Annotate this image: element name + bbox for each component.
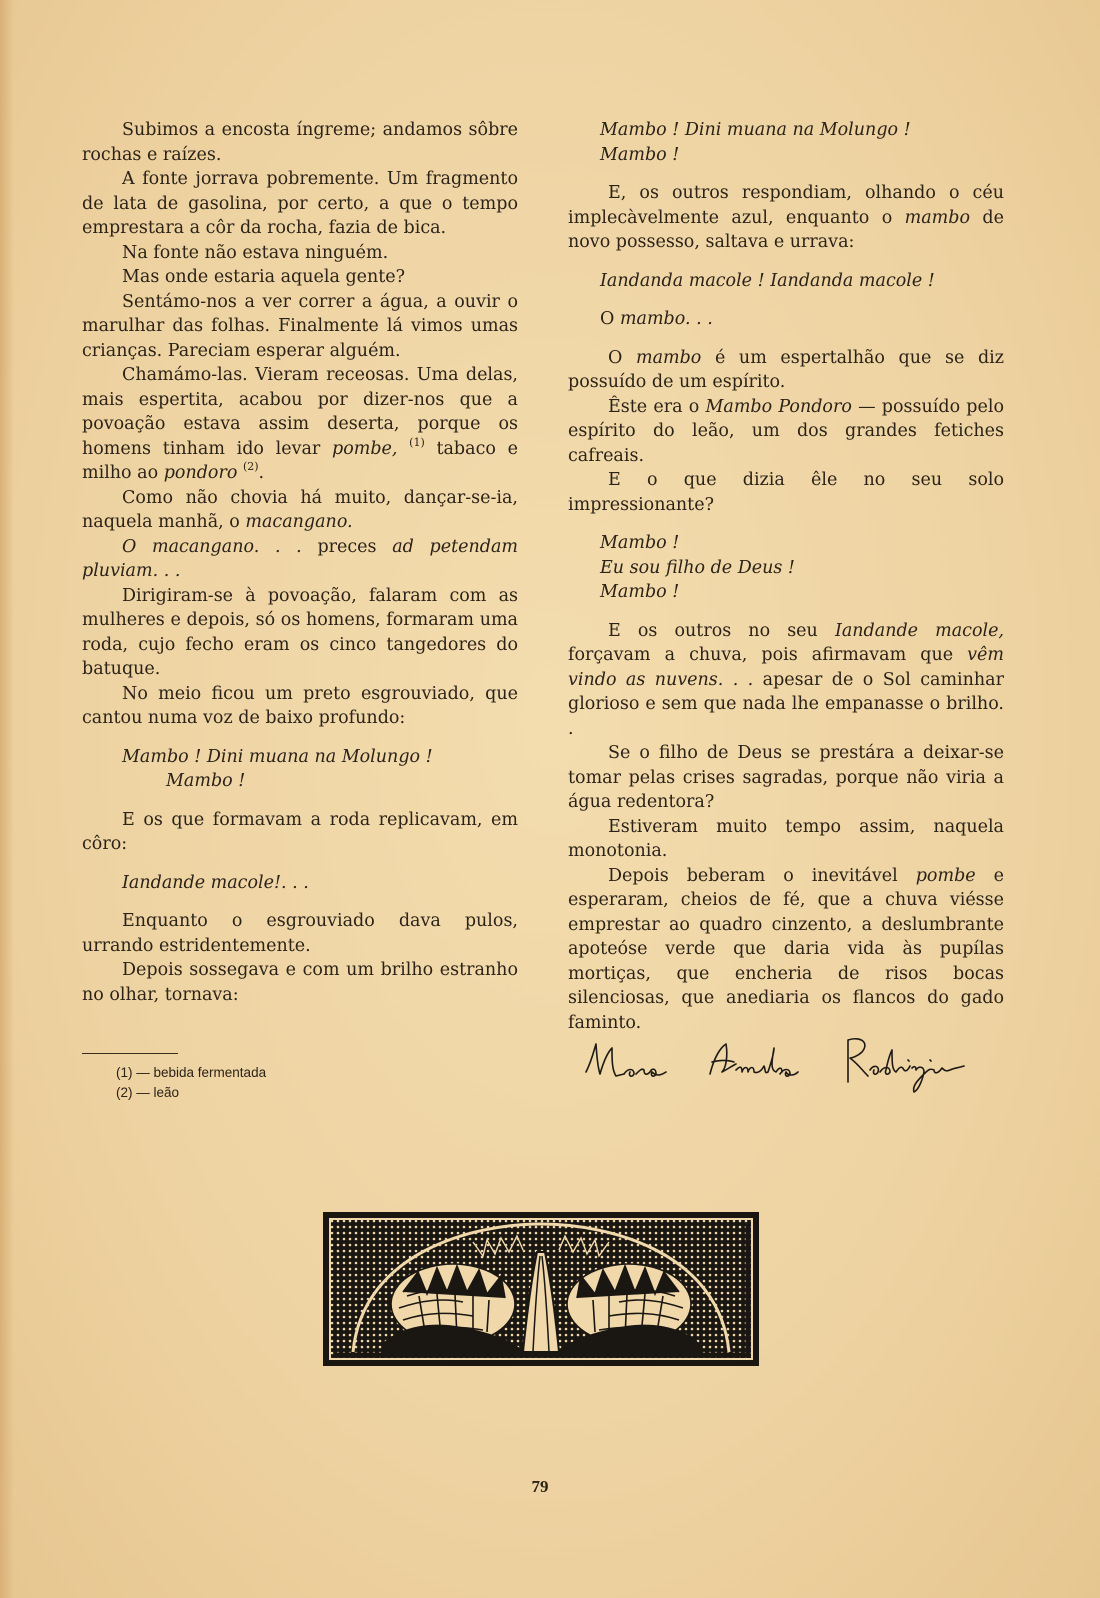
footnote: (1) — bebida fermentada [116,1065,267,1080]
spacer [568,517,1004,531]
verse-line: Iandanda macole ! Iandanda macole ! [600,270,935,291]
paragraph: E o que dizia êle no seu solo impressionante? [568,470,1004,515]
paragraph [82,535,518,584]
footnote-ref: (2) [242,460,259,473]
italic-term: O macangano. . . [122,536,302,557]
paragraph [82,486,518,535]
italic-term: mambo. . . [619,309,713,329]
verse-line: Mambo ! [600,533,680,553]
paragraph-text: — possuído pelo espírito do leão, um dos grandes fetiches cafreais. [568,396,1004,466]
italic-term: pondoro [163,463,238,483]
spacer [82,857,518,871]
verse-line: Iandande macole!. . . [122,872,309,893]
verse-line: Mambo ! [600,144,680,165]
paragraph-text: Depois beberam o inevitável [608,865,898,886]
footnotes [116,1063,266,1103]
paragraph: Dirigiram-se à povoação, falaram com as mulheres e depois, só os homens, formaram uma roda, cujo fecho eram os cinco tangedores do batuque. [82,585,518,679]
paragraph: Na fonte não estava ninguém. [122,242,389,263]
spacer [82,794,518,808]
paragraph [568,619,1004,742]
page-edge-shadow [0,0,14,1598]
paragraph: E os que formavam a roda replicavam, em côro: [82,809,518,854]
spacer [568,167,1004,181]
italic-term: Mambo Pondoro [705,396,852,417]
paragraph-text: e esperaram, cheios de fé, que a chuva viésse emprestar ao quadro cinzento, a deslumbrante apoteóse verde que daria vida às pupílas mortiças, que encheria de risos bocas silenciosas, que anediaria os flancos do gado faminto. [568,865,1004,1033]
paragraph-text: O [608,347,623,368]
paragraph [568,395,1004,469]
italic-term: pombe, [332,438,398,459]
paragraph [568,346,1004,395]
footnote: (2) — leão [116,1085,180,1100]
spacer [82,731,518,745]
paragraph [568,864,1004,1036]
italic-term: macangano. [245,512,353,532]
paragraph: Subimos a encosta íngreme; andamos sôbre rochas e raízes. [82,120,518,165]
paragraph: Enquanto o esgrouviado dava pulos, urrando estridentemente. [82,911,518,956]
paragraph: Depois sossegava e com um brilho estranho no olhar, tornava: [82,960,518,1005]
woodcut-ornament [323,1212,759,1366]
italic-term: pombe [915,865,976,886]
verse-line: Eu sou filho de Deus ! [600,557,795,578]
paragraph-text: forçavam a chuva, pois afirmavam que [568,645,954,665]
spacer [568,332,1004,346]
verse-line: Mambo ! Dini muana na Molungo ! [600,120,911,140]
italic-term: ad petendam pluviam. . . [82,536,518,581]
footnote-rule [82,1053,178,1054]
paragraph-text: tabaco e milho ao [82,438,518,483]
spacer [568,605,1004,619]
paragraph-text: E, os outros respondiam, olhando o céu implecàvelmente azul, enquanto o [568,183,1004,228]
right-column [568,118,1004,1035]
spacer [82,895,518,909]
paragraph-text: O [600,309,615,329]
spacer [568,293,1004,307]
paragraph-text: E os outros no seu [608,620,818,641]
handwritten-signature [580,1030,1000,1100]
paragraph: No meio ficou um preto esgrouviado, que cantou numa voz de baixo profundo: [82,683,518,728]
paragraph-text: é um espertalhão que se diz possuído de um espírito. [568,347,1004,392]
paragraph-text: preces [317,536,377,557]
paragraph [568,307,1004,332]
paragraph: Se o filho de Deus se prestára a deixar-se tomar pelas crises sagradas, porque não viria a água redentora? [568,743,1004,812]
paragraph: Mas onde estaria aquela gente? [122,267,406,287]
page-number: 79 [531,1477,549,1496]
paragraph [82,363,518,486]
paragraph: Sentámo-nos a ver correr a água, a ouvir o marulhar das folhas. Finalmente lá vimos umas crianças. Pareciam esperar alguém. [82,291,518,361]
paragraph-text: Como não chovia há muito, dançar-se-ia, naquela manhã, o [82,487,518,532]
footnote-ref: (1) [409,435,425,449]
left-column [82,118,518,1007]
paragraph-text: Êste era o [608,396,700,417]
spacer [568,255,1004,269]
verse-line: Mambo ! Dini muana na Molungo ! [122,746,433,767]
paragraph: Estiveram muito tempo assim, naquela monotonia. [568,816,1004,861]
italic-term: mambo [635,347,702,368]
italic-term: Iandande macole, [834,620,1004,641]
italic-term: vêm vindo as nuvens. . . [568,645,1004,690]
paragraph-text: . [258,463,265,483]
paragraph: A fonte jorrava pobremente. Um fragmento de lata de gasolina, por certo, a que o tempo emprestara a côr da rocha, fazia de bica. [82,169,518,238]
italic-term: mambo [904,207,971,228]
paragraph-text: apesar de o Sol caminhar glorioso e sem que nada lhe empanasse o brilho. . [568,669,1004,739]
paragraph [568,181,1004,255]
verse-line: Mambo ! [600,582,680,602]
paragraph-text: de novo possesso, saltava e urrava: [568,207,1004,252]
paragraph-text: Chamámo-las. Vieram receosas. Uma delas, mais espertita, acabou por dizer-nos que a povoação estava assim deserta, porque os homens tinham ido levar [82,365,518,459]
verse-line: Mambo ! [166,771,246,791]
